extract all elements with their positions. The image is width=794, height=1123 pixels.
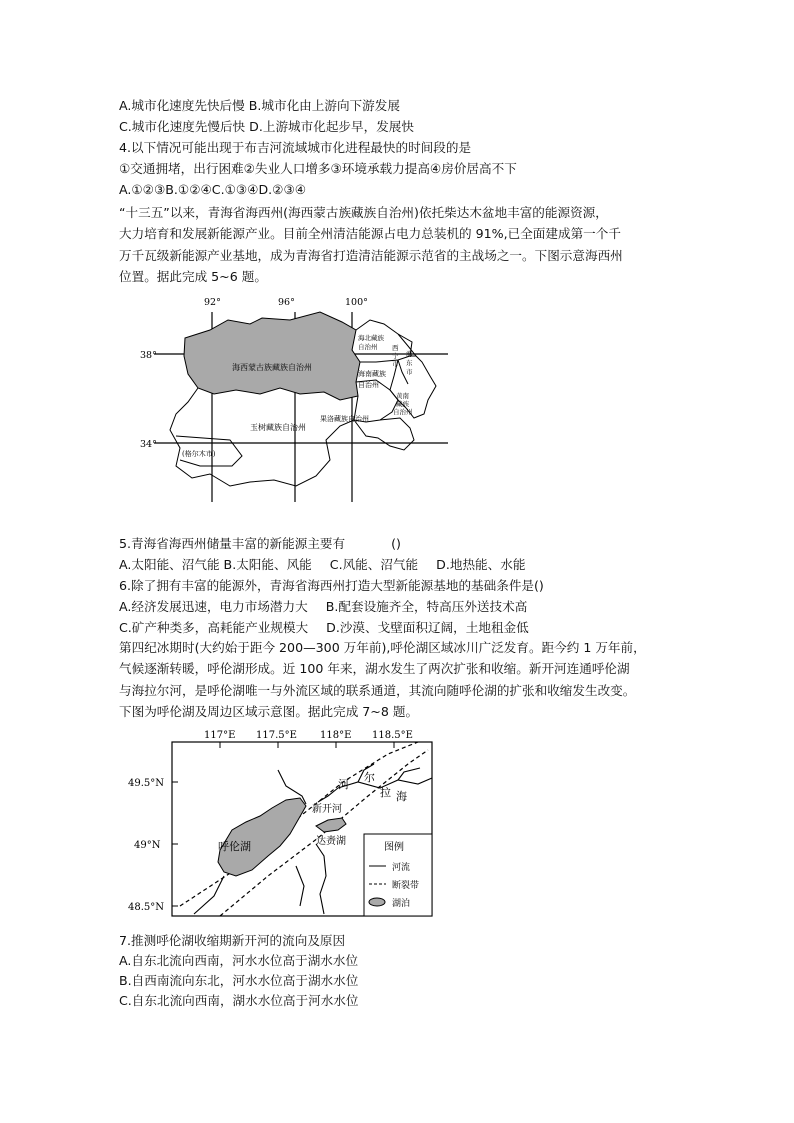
label-haibei-2: 自治州: [358, 343, 378, 351]
qinghai-prefecture-map: [140, 290, 460, 505]
q6-option-a: A.经济发展迅速，电力市场潜力大: [119, 599, 308, 614]
haixi-region: [184, 312, 360, 400]
lat-label-34: 34°: [140, 439, 157, 450]
label-huangnan-3: 自治州: [393, 408, 413, 416]
q4-items: ①交通拥堵，出行困难②失业人口增多③环境承载力提高④房价居高不下: [119, 161, 517, 176]
q6-options-ab: [119, 598, 527, 616]
label-hulun-lake: 呼伦湖: [218, 840, 251, 853]
lon-label-1185: 118.5°E: [372, 730, 413, 741]
passage-haixi: [119, 202, 679, 287]
lat-label-38: 38°: [140, 350, 157, 361]
q7-option-a: A.自东北流向西南，河水水位高于湖水水位: [119, 953, 359, 968]
lon-label-1175: 117.5°E: [256, 730, 297, 741]
label-haixi: 海西蒙古族藏族自治州: [232, 363, 312, 372]
lon-label-96: 96°: [278, 297, 295, 308]
legend-lake: 湖泊: [392, 899, 411, 909]
passage-haixi-line-1: “十三五”以来，青海省海西州(海西蒙古族藏族自治州)依托柴达木盆地丰富的能源资源，: [119, 205, 608, 220]
hulun-lake-shape: [218, 798, 306, 876]
q4-stem: 4.以下情况可能出现于布吉河流域城市化进程最快的时间段的是: [119, 140, 472, 155]
q3-options-line-1: A.城市化速度先快后慢 B.城市化由上游向下游发展: [119, 98, 400, 113]
lon-label-100: 100°: [345, 297, 368, 308]
passage-haixi-line-2: 大力培育和发展新能源产业。目前全州清洁能源占电力总装机的 91%,已全面建成第一个千: [119, 226, 621, 242]
passage-hulun-line-3: 与海拉尔河，是呼伦湖唯一与外流区域的联系通道，其流向随呼伦湖的扩张和收缩发生改变。: [119, 682, 636, 698]
q4-options: A.①②③B.①②④C.①③④D.②③④: [119, 182, 307, 197]
passage-hulun-line-4: 下图为呼伦湖及周边区域示意图。据此完成 7~8 题。: [119, 703, 419, 719]
label-golmud: (格尔木市): [182, 450, 216, 458]
lat-label-485: 48.5°N: [128, 902, 165, 913]
label-haidong-2: 东: [406, 359, 413, 367]
label-huangnan-2: 藏族: [396, 400, 409, 408]
label-xining-3: 市: [392, 360, 399, 368]
passage-hulun-line-2: 气候逐渐转暖，呼伦湖形成。近 100 年来，湖水发生了两次扩张和收缩。新开河连通呼伦湖: [119, 661, 630, 677]
q3-options-line-2: C.城市化速度先慢后快 D.上游城市化起步早，发展快: [119, 119, 414, 134]
lon-label-92: 92°: [204, 297, 221, 308]
passage-haixi-line-4: 位置。据此完成 5~6 题。: [119, 268, 267, 284]
q6-option-c: C.矿产种类多，高耗能产业规模大: [119, 620, 309, 635]
q5-option-c: C.风能、沼气能: [329, 557, 419, 572]
label-hainan-2: 自治州: [358, 381, 379, 389]
label-xining-2: 宁: [392, 352, 399, 360]
lon-label-118: 118°E: [320, 730, 352, 741]
dalai-lake-shape: [316, 818, 346, 832]
lon-label-117: 117°E: [204, 730, 236, 741]
label-xining-1: 西: [392, 344, 399, 352]
q5-bracket: (): [391, 536, 401, 551]
lat-label-49: 49°N: [134, 840, 161, 851]
legend-river: 河流: [392, 863, 411, 873]
label-yushu: 玉树藏族自治州: [250, 423, 306, 432]
q5-stem: 5.青海省海西州储量丰富的新能源主要有: [119, 536, 346, 551]
q5-option-d: D.地热能、水能: [436, 557, 526, 572]
legend-lake-symbol: [369, 898, 385, 906]
q5-options: [119, 556, 525, 574]
q7-option-b: B.自西南流向东北，河水水位高于湖水水位: [119, 973, 359, 988]
label-dalai-lake: 达赉湖: [316, 836, 346, 847]
legend-fault: 断裂带: [392, 881, 420, 891]
label-huangnan-1: 黄南: [396, 392, 409, 400]
q5-options-ab: A.太阳能、沼气能 B.太阳能、风能: [119, 557, 312, 572]
label-haidong-3: 市: [406, 368, 413, 376]
q6-option-d: D.沙漠、戈壁面积辽阔，土地租金低: [326, 620, 529, 635]
label-hainan-1: 海南藏族: [358, 370, 386, 378]
label-hailar-2: 尔: [364, 771, 375, 784]
q7-option-c: C.自东北流向西南，湖水水位高于河水水位: [119, 993, 359, 1008]
q5-stem-row: [119, 535, 401, 553]
label-haibei-1: 海北藏族: [358, 334, 384, 342]
label-xinkai-river: 新开河: [312, 804, 342, 815]
q6-option-b: B.配套设施齐全，特高压外送技术高: [325, 599, 528, 614]
passage-hulun-line-1: 第四纪冰期时(大约始于距今 200—300 万年前),呼伦湖区域冰川广泛发育。距今约 1 万年前，: [119, 640, 646, 655]
lat-label-495: 49.5°N: [128, 778, 165, 789]
label-haidong-1: 海: [406, 350, 413, 358]
map-legend: [364, 834, 432, 916]
label-hailar-3: 拉: [380, 786, 391, 799]
q6-options-cd: [119, 619, 529, 637]
legend-title: 图例: [384, 842, 404, 853]
passage-haixi-line-3: 万千瓦级新能源产业基地，成为青海省打造清洁能源示范省的主战场之一。下图示意海西州: [119, 247, 623, 263]
q6-stem: 6.除了拥有丰富的能源外，青海省海西州打造大型新能源基地的基础条件是(): [119, 578, 544, 593]
passage-hulun: [119, 637, 679, 722]
label-hailar-1: 河: [338, 778, 349, 791]
label-hailar-4: 海: [396, 790, 407, 803]
q7-stem: 7.推测呼伦湖收缩期新开河的流向及原因: [119, 933, 346, 948]
label-golog: 果洛藏族自治州: [320, 415, 369, 423]
hulun-lake-map: [128, 726, 438, 921]
